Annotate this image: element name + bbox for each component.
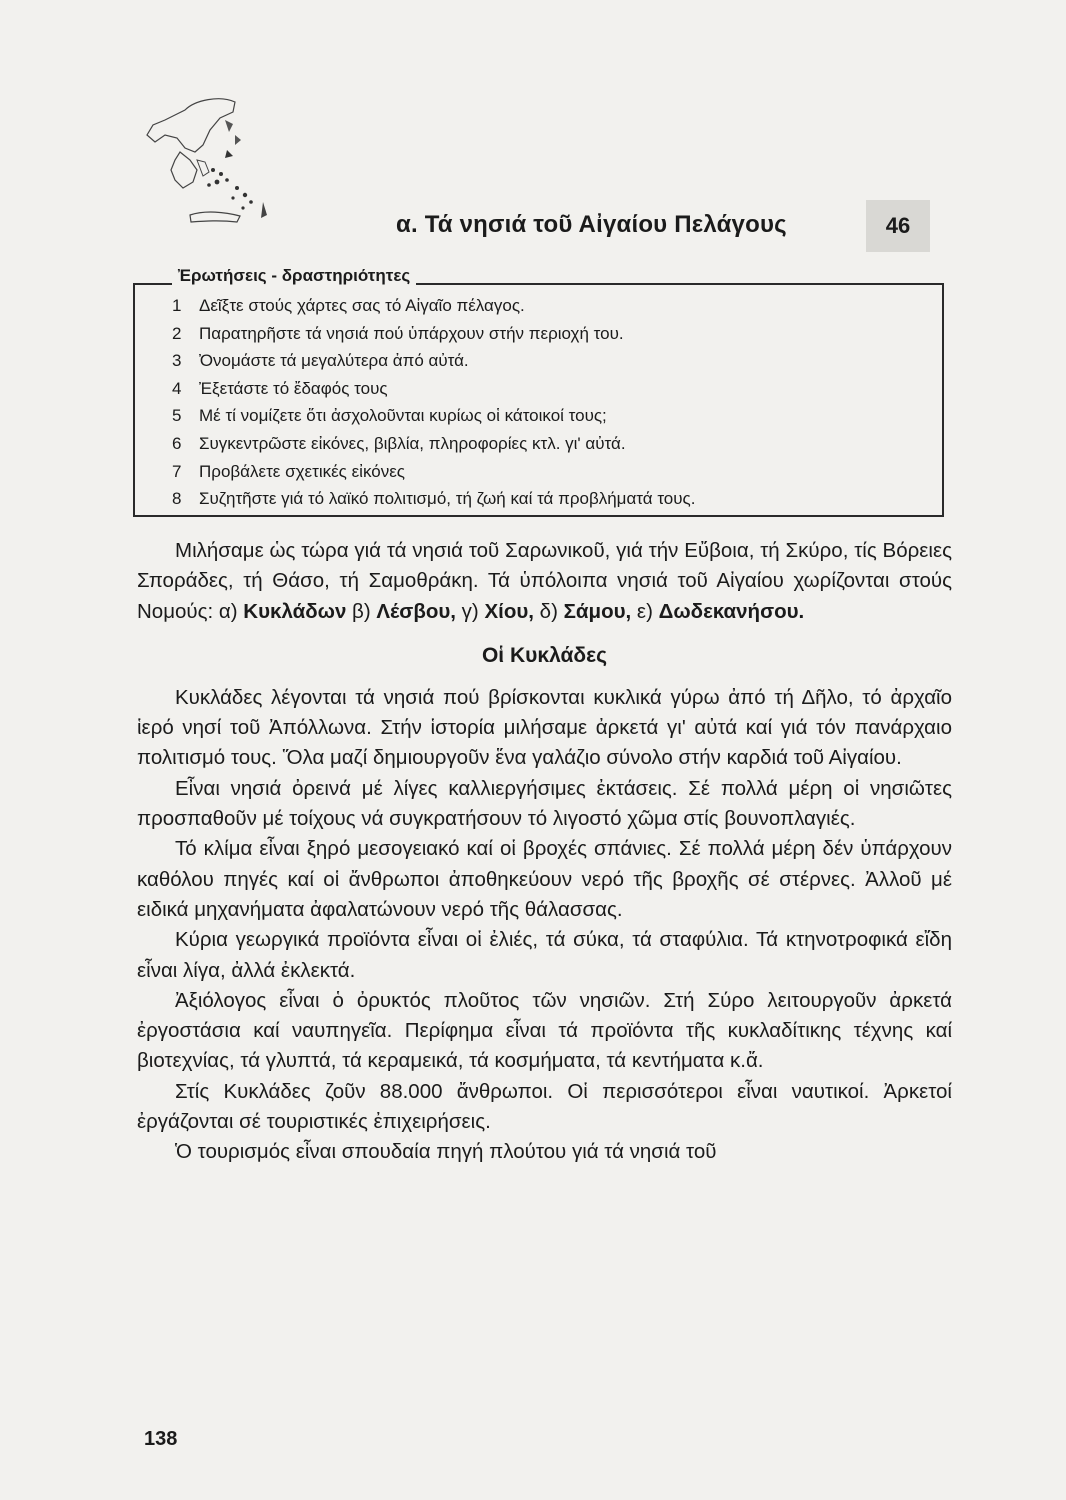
questions-list: [172, 292, 695, 513]
question-item: 6 Συγκεντρῶστε εἰκόνες, βιβλία, πληροφορίες κτλ. γι' αὐτά.: [172, 433, 626, 453]
paragraph: Κυκλάδες λέγονται τά νησιά πού βρίσκονται κυκλικά γύρω ἀπό τή Δῆλο, τό ἀρχαῖο ἱερό νησί τοῦ Ἀπόλλωνα. Στήν ἱστορία μιλήσαμε ἀρκετά γι' αὐτά καί γιά τόν πανάρχαιο πολιτισμό τους. Ὅλα μαζί δημιουργοῦν ἕνα γαλάζιο σύνολο στήν καρδιά τοῦ Αἰγαίου.: [137, 685, 952, 770]
question-item: 5 Μέ τί νομίζετε ὅτι ἀσχολοῦνται κυρίως οἱ κάτοικοί τους;: [172, 406, 607, 426]
intro-paragraph: Μιλήσαμε ὡς τώρα γιά τά νησιά τοῦ Σαρωνικοῦ, γιά τήν Εὔβοια, τή Σκύρο, τίς Βόρειες Σποράδες, τή Θάσο, τή Σαμοθράκη. Τά ὑπόλοιπα νησιά τοῦ Αἰγαίου χωρίζονται στούς Νομούς: α) Κυκλάδων β) Λέσβου, γ) Χίου, δ) Σάμου, ε) Δωδεκανήσου.: [137, 539, 952, 623]
question-item: 7 Προβάλετε σχετικές εἰκόνες: [172, 461, 405, 481]
question-item: 3 Ὀνομάστε τά μεγαλύτερα ἀπό αὐτά.: [172, 351, 469, 371]
question-item: 1 Δεῖξτε στούς χάρτες σας τό Αἰγαῖο πέλαγος.: [172, 296, 525, 315]
lesson-title: α. Τά νησιά τοῦ Αἰγαίου Πελάγους: [396, 211, 787, 238]
question-item: 2 Παρατηρῆστε τά νησιά πού ὑπάρχουν στήν περιοχή του.: [172, 323, 624, 343]
page-number: 138: [144, 1428, 178, 1450]
main-text: [137, 536, 952, 1168]
section-heading: Οἱ Κυκλάδες: [481, 643, 608, 667]
paragraph: Εἶναι νησιά ὀρεινά μέ λίγες καλλιεργήσιμες ἐκτάσεις. Σέ πολλά μέρη οἱ νησιῶτες προσπαθοῦν μέ τοίχους νά συγκρατήσουν τό λιγοστό χῶμα στίς βουνοπλαγιές.: [137, 776, 952, 831]
questions-title: Ἐρωτήσεις - δραστηριότητες: [172, 266, 416, 286]
paragraph: Ὁ τουρισμός εἶναι σπουδαία πηγή πλούτου γιά τά νησιά τοῦ: [175, 1140, 717, 1164]
greece-map-icon: [125, 90, 275, 240]
paragraph: Ἀξιόλογος εἶναι ὁ ὀρυκτός πλοῦτος τῶν νησιῶν. Στή Σύρο λειτουργοῦν ἀρκετά ἐργοστάσια καί ναυπηγεῖα. Περίφημα εἶναι τά προϊόντα τῆς κυκλαδίτικης τέχνης καί βιοτεχνίας, τά γλυπτά, τά κεραμεικά, τά κοσμήματα, τά κεντήματα κ.ἄ.: [137, 988, 952, 1073]
question-item: 8 Συζητῆστε γιά τό λαϊκό πολιτισμό, τή ζωή καί τά προβλήματά τους.: [172, 489, 696, 509]
lesson-number-badge: 46: [866, 200, 930, 252]
question-item: 4 Ἐξετάστε τό ἔδαφός τους: [172, 378, 388, 398]
paragraph: Στίς Κυκλάδες ζοῦν 88.000 ἄνθρωποι. Οἱ περισσότεροι εἶναι ναυτικοί. Ἀρκετοί ἐργάζονται σέ τουριστικές ἐπιχειρήσεις.: [137, 1079, 952, 1134]
paragraph: Τό κλίμα εἶναι ξηρό μεσογειακό καί οἱ βροχές σπάνιες. Σέ πολλά μέρη δέν ὑπάρχουν καθόλου πηγές καί οἱ ἄνθρωποι ἀποθηκεύουν νερό τῆς βροχῆς σέ στέρνες. Ἀλλοῦ μέ ειδικά μηχανήματα ἀφαλατώνουν νερό τῆς θάλασσας.: [137, 837, 952, 921]
paragraph: Κύρια γεωργικά προϊόντα εἶναι οἱ ἐλιές, τά σύκα, τά σταφύλια. Τά κτηνοτροφικά εἴδη εἶναι λίγα, ἀλλά ἐκλεκτά.: [137, 928, 952, 982]
